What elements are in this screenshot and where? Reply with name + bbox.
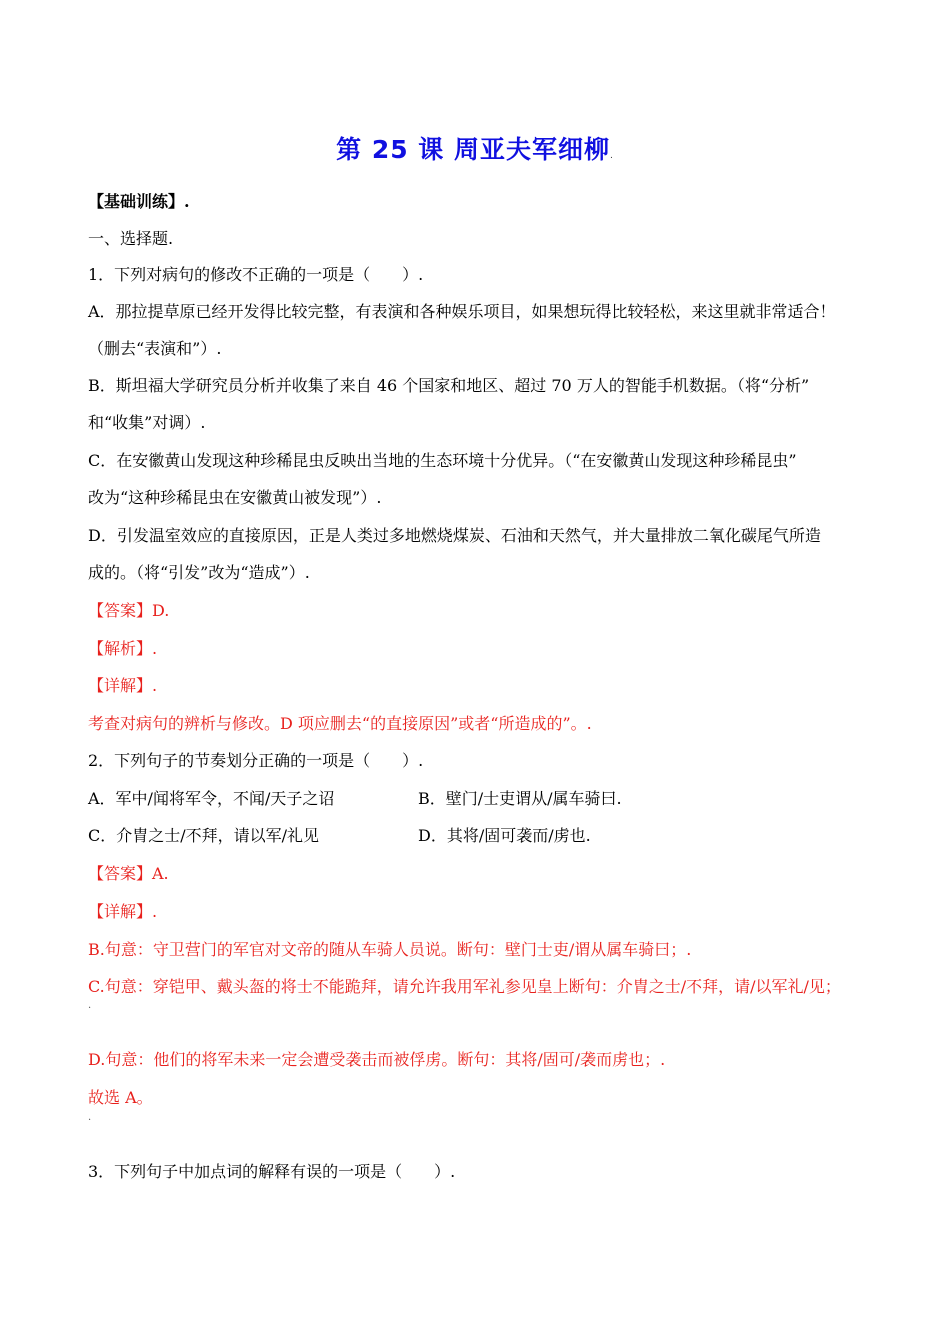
q2-detail-label: 【详解】. xyxy=(88,902,158,921)
section-heading: 【基础训练】. xyxy=(88,192,190,211)
q2-conclusion: 故选 A。 xyxy=(88,1088,153,1107)
q1-option-d-line1: D．引发温室效应的直接原因，正是人类过多地燃烧煤炭、石油和天然气，并大量排放二氧化碳尾气所造 xyxy=(88,526,821,545)
q1-option-b-line2: 和“收集”对调）. xyxy=(88,413,206,432)
q1-explanation: 考查对病句的辨析与修改。D 项应删去“的直接原因”或者“所造成的”。. xyxy=(88,714,592,733)
q2-explanation-d: D.句意：他们的将军未来一定会遭受袭击而被俘虏。断句：其将/固可/袭而虏也；. xyxy=(88,1050,666,1069)
q1-option-d-line2: 成的。（将“引发”改为“造成”）. xyxy=(88,563,310,582)
q2-option-b: B．壁门/士吏谓从/属车骑曰. xyxy=(418,789,622,808)
q2-option-a: A．军中/闻将军令，不闻/天子之诏 xyxy=(88,789,335,808)
q2-explanation-c: C.句意：穿铠甲、戴头盔的将士不能跪拜，请允许我用军礼参见皇上断句：介胄之士/不拜，请/以军礼/见； xyxy=(88,977,841,996)
q2-explanation-b: B.句意：守卫营门的军官对文帝的随从车骑人员说。断句：壁门士吏/谓从属车骑曰；. xyxy=(88,940,692,959)
q1-option-a-line2: （删去“表演和”）. xyxy=(88,339,222,358)
q1-option-a-line1: A．那拉提草原已经开发得比较完整，有表演和各种娱乐项目，如果想玩得比较轻松，来这里就非常适合！ xyxy=(88,302,836,321)
title-text: 第 25 课 周亚夫军细柳 xyxy=(336,135,611,164)
q1-stem: 1．下列对病句的修改不正确的一项是（ ）. xyxy=(88,265,424,284)
paragraph-mark-2: . xyxy=(88,1112,92,1123)
q1-detail-label: 【详解】. xyxy=(88,676,158,695)
q1-analysis-label: 【解析】. xyxy=(88,639,158,658)
title-mark: . xyxy=(610,151,614,161)
page-title xyxy=(0,130,950,166)
q1-option-c-line2: 改为“这种珍稀昆虫在安徽黄山被发现”）. xyxy=(88,488,382,507)
q2-answer: 【答案】A. xyxy=(88,864,169,883)
q1-answer: 【答案】D. xyxy=(88,601,170,620)
question-type: 一、选择题. xyxy=(88,229,174,248)
q2-stem: 2．下列句子的节奏划分正确的一项是（ ）. xyxy=(88,751,424,770)
q3-stem: 3．下列句子中加点词的解释有误的一项是（ ）. xyxy=(88,1162,456,1181)
q1-option-b-line1: B．斯坦福大学研究员分析并收集了来自 46 个国家和地区、超过 70 万人的智能手机数据。（将“分析” xyxy=(88,376,810,395)
q2-option-d: D．其将/固可袭而/虏也. xyxy=(418,826,591,845)
q2-option-c: C．介胄之士/不拜，请以军/礼见 xyxy=(88,826,320,845)
q1-option-c-line1: C．在安徽黄山发现这种珍稀昆虫反映出当地的生态环境十分优异。（“在安徽黄山发现这种珍稀昆虫” xyxy=(88,451,797,470)
paragraph-mark: . xyxy=(88,1000,92,1011)
